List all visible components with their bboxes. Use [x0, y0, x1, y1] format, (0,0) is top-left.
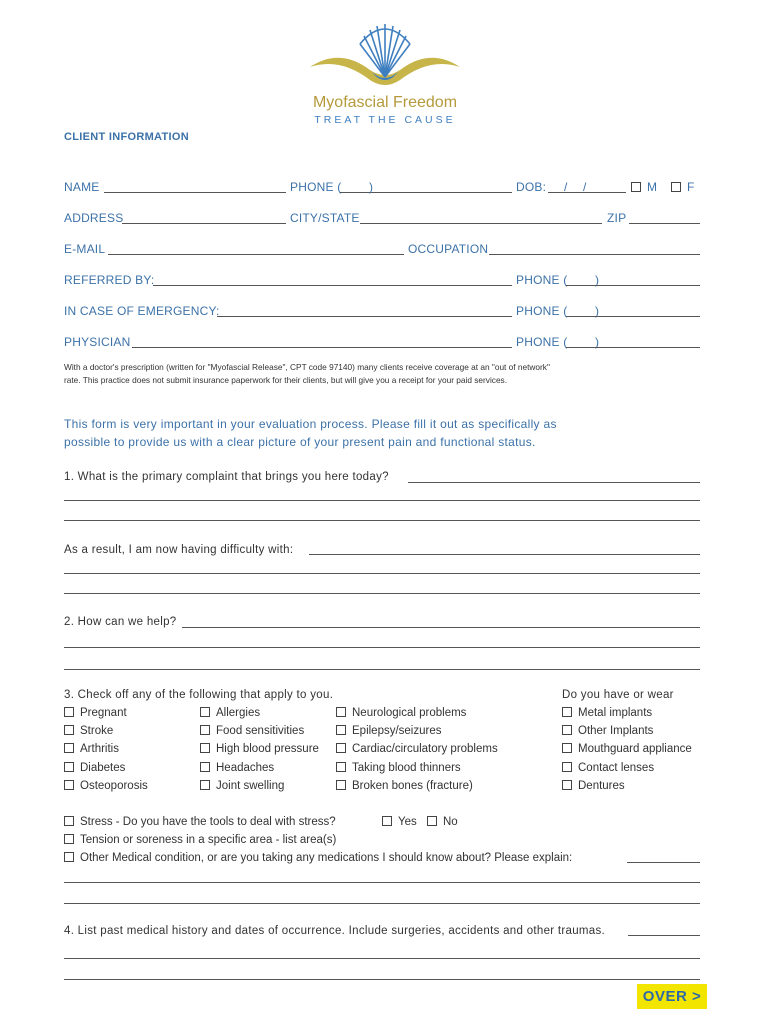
physician-field[interactable] [132, 347, 512, 348]
emergency-phone-label: PHONE ( [516, 304, 568, 318]
checkbox-item[interactable]: Diabetes [64, 762, 125, 774]
checkbox-item[interactable]: Taking blood thinners [336, 762, 461, 774]
question-3-col4-header: Do you have or wear [562, 689, 674, 701]
physician-phone-field[interactable] [566, 347, 700, 348]
question-1b: As a result, I am now having difficulty with: [64, 544, 294, 556]
checkbox[interactable] [64, 725, 74, 735]
checkbox[interactable] [336, 725, 346, 735]
emergency-field[interactable] [217, 316, 512, 317]
question-1: 1. What is the primary complaint that brings you here today? [64, 471, 389, 483]
dob-slash: / [564, 180, 568, 194]
answer-line[interactable] [64, 882, 700, 883]
phone-close-paren: ) [595, 304, 600, 318]
answer-line[interactable] [64, 520, 700, 521]
checkbox[interactable] [200, 707, 210, 717]
physician-phone-label: PHONE ( [516, 335, 568, 349]
logo-name: Myofascial Freedom [312, 94, 458, 111]
answer-line[interactable] [64, 593, 700, 594]
phone-close-paren: ) [369, 180, 374, 194]
checkbox[interactable] [562, 743, 572, 753]
occupation-label: OCCUPATION [408, 242, 489, 256]
answer-line[interactable] [64, 500, 700, 501]
referral-phone-field[interactable] [566, 285, 700, 286]
checkbox[interactable] [200, 762, 210, 772]
dob-label: DOB: [516, 180, 547, 194]
emergency-phone-field[interactable] [566, 316, 700, 317]
checkbox[interactable] [200, 743, 210, 753]
phone-close-paren: ) [595, 335, 600, 349]
checkbox-item[interactable]: Stroke [64, 725, 113, 737]
stress-yes-option[interactable]: Yes [382, 816, 417, 828]
answer-line[interactable] [64, 958, 700, 959]
checkbox-item[interactable]: Metal implants [562, 707, 652, 719]
question-2: 2. How can we help? [64, 616, 177, 628]
stress-no-option[interactable]: No [427, 816, 458, 828]
checkbox[interactable] [336, 743, 346, 753]
checkbox-item[interactable]: Food sensitivities [200, 725, 304, 737]
checkbox[interactable] [427, 816, 437, 826]
checkbox[interactable] [562, 780, 572, 790]
checkbox[interactable] [562, 707, 572, 717]
checkbox[interactable] [562, 762, 572, 772]
checkbox-item[interactable]: Arthritis [64, 743, 119, 755]
city-state-field[interactable] [360, 223, 602, 224]
checkbox-item[interactable]: Dentures [562, 780, 625, 792]
over-page-indicator: OVER > [637, 984, 707, 1009]
checkbox[interactable] [631, 182, 641, 192]
occupation-field[interactable] [489, 254, 700, 255]
checkbox[interactable] [64, 707, 74, 717]
answer-line[interactable] [182, 627, 700, 628]
answer-line[interactable] [628, 935, 700, 936]
phone-field[interactable] [340, 192, 512, 193]
checkbox-item[interactable]: Contact lenses [562, 762, 654, 774]
question-3: 3. Check off any of the following that apply to you. [64, 689, 334, 701]
checkbox-item[interactable]: Osteoporosis [64, 780, 148, 792]
logo-tagline: TREAT THE CAUSE [314, 114, 456, 126]
checkbox-item[interactable]: Pregnant [64, 707, 127, 719]
emergency-label: IN CASE OF EMERGENCY: [64, 304, 220, 318]
dob-field[interactable] [548, 192, 626, 193]
email-field[interactable] [108, 254, 404, 255]
intro-text: This form is very important in your evaluation process. Please fill it out as specifically as possible to provide us with a clear picture of your present pain and functional status. [64, 417, 557, 449]
checkbox[interactable] [200, 725, 210, 735]
answer-line[interactable] [627, 862, 700, 863]
answer-line[interactable] [64, 573, 700, 574]
checkbox[interactable] [336, 707, 346, 717]
dob-slash: / [583, 180, 587, 194]
checkbox-item[interactable]: Other Implants [562, 725, 653, 737]
referred-by-field[interactable] [153, 285, 512, 286]
checkbox[interactable] [336, 780, 346, 790]
zip-field[interactable] [629, 223, 700, 224]
checkbox-item[interactable]: Cardiac/circulatory problems [336, 743, 498, 755]
city-state-label: CITY/STATE [290, 211, 360, 225]
checkbox-item[interactable]: Headaches [200, 762, 274, 774]
address-label: ADDRESS [64, 211, 124, 225]
other-medical-item[interactable]: Other Medical condition, or are you taking any medications I should know about? Please explain: [64, 852, 572, 864]
checkbox[interactable] [382, 816, 392, 826]
checkbox-item[interactable]: Allergies [200, 707, 260, 719]
checkbox[interactable] [200, 780, 210, 790]
stress-item[interactable]: Stress - Do you have the tools to deal with stress? [64, 816, 336, 828]
answer-line[interactable] [408, 482, 700, 483]
phone-close-paren: ) [595, 273, 600, 287]
shell-icon [300, 22, 470, 94]
checkbox[interactable] [64, 852, 74, 862]
address-field[interactable] [122, 223, 286, 224]
checkbox-item[interactable]: Epilepsy/seizures [336, 725, 441, 737]
phone-label: PHONE ( [290, 180, 342, 194]
email-label: E-MAIL [64, 242, 106, 256]
answer-line[interactable] [309, 554, 700, 555]
checkbox[interactable] [336, 762, 346, 772]
insurance-note: With a doctor's prescription (written for "Myofascial Release", CPT code 97140) many clients receive coverage at an "out of network" rate. This practice does not submit insurance paperwork for their clients, but will give you a receipt for your paid services. [64, 362, 550, 385]
answer-line[interactable] [64, 647, 700, 648]
checkbox[interactable] [671, 182, 681, 192]
zip-label: ZIP [607, 211, 627, 225]
checkbox[interactable] [64, 743, 74, 753]
checkbox-item[interactable]: Neurological problems [336, 707, 466, 719]
checkbox[interactable] [64, 816, 74, 826]
checkbox[interactable] [64, 780, 74, 790]
checkbox-item[interactable]: Joint swelling [200, 780, 284, 792]
referred-by-label: REFERRED BY: [64, 273, 155, 287]
section-title: CLIENT INFORMATION [64, 131, 189, 143]
checkbox-item[interactable]: Broken bones (fracture) [336, 780, 473, 792]
checkbox-item[interactable]: High blood pressure [200, 743, 319, 755]
answer-line[interactable] [64, 669, 700, 670]
answer-line[interactable] [64, 979, 700, 980]
checkbox[interactable] [64, 762, 74, 772]
checkbox[interactable] [562, 725, 572, 735]
checkbox[interactable] [64, 834, 74, 844]
gender-male-option[interactable]: M [631, 180, 657, 194]
logo [300, 22, 470, 130]
physician-label: PHYSICIAN [64, 335, 131, 349]
checkbox-item[interactable]: Mouthguard appliance [562, 743, 692, 755]
gender-female-option[interactable]: F [671, 180, 695, 194]
question-4: 4. List past medical history and dates of occurrence. Include surgeries, accidents and other traumas. [64, 925, 606, 937]
name-field[interactable] [104, 192, 286, 193]
name-label: NAME [64, 180, 100, 194]
answer-line[interactable] [64, 903, 700, 904]
referral-phone-label: PHONE ( [516, 273, 568, 287]
tension-item[interactable]: Tension or soreness in a specific area - list area(s) [64, 834, 336, 846]
